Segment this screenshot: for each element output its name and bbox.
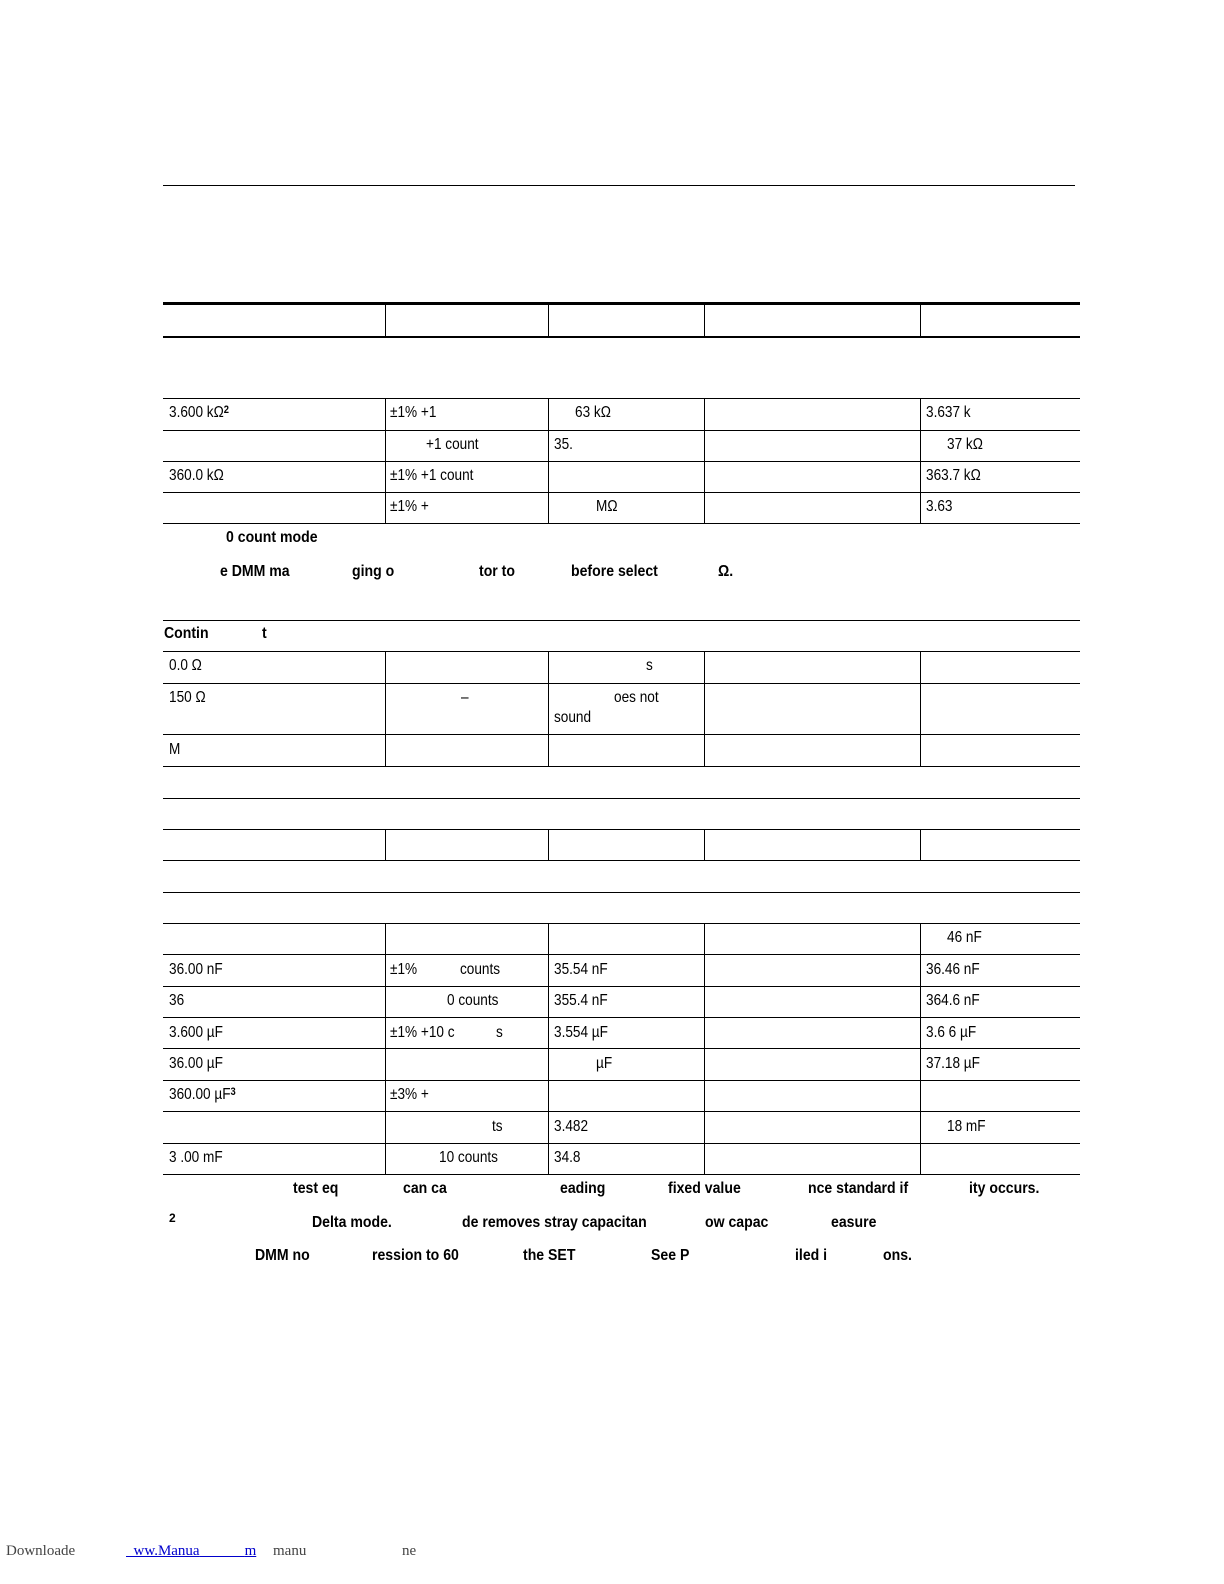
cap-note2-b: de removes stray capacitan (462, 1214, 647, 1231)
row-rule (163, 620, 1080, 621)
res-note-2c: tor to (479, 563, 515, 580)
col-divider (548, 924, 549, 1174)
cap-r2-c5: 36.46 nF (926, 961, 980, 978)
row-rule (163, 892, 1080, 893)
cap-r8-c1: 3 .00 mF (169, 1149, 223, 1166)
cap-note1-f: ity occurs. (969, 1180, 1040, 1197)
row-rule (163, 1174, 1080, 1175)
cont-r1-c1: 0.0 Ω (169, 657, 202, 674)
cap-note3-f: ons. (883, 1247, 912, 1264)
row-rule (163, 734, 1080, 735)
row-rule (163, 1080, 1080, 1081)
col-divider (385, 305, 386, 336)
cap-r4-c1: 3.600 µF (169, 1024, 223, 1041)
col-divider (548, 652, 549, 766)
footer-link[interactable] (126, 1543, 256, 1560)
cont-r2-c2: – (461, 689, 469, 706)
footer-text-ne: ne (402, 1543, 417, 1559)
row-rule (163, 461, 1080, 462)
res-r1-c2: ±1% +1 (390, 404, 437, 421)
cap-note3-c: the SET (523, 1247, 576, 1264)
cap-r5-c1: 36.00 µF (169, 1055, 223, 1072)
cap-r5-c3: µF (596, 1055, 613, 1072)
res-r1-c3: 63 kΩ (575, 404, 611, 421)
res-r2-c2: +1 count (426, 436, 479, 453)
row-rule (163, 430, 1080, 431)
cap-r2-c2b: counts (460, 961, 501, 978)
cap-note3-e: iled i (795, 1247, 828, 1264)
cap-r4-c5: 3.6 6 µF (926, 1024, 977, 1041)
cont-r1-c3: s (646, 657, 653, 674)
footer-link-part-a[interactable]: ww.Manua m (133, 1543, 257, 1559)
res-r3-c1: 360.0 kΩ (169, 467, 224, 484)
row-rule (163, 923, 1080, 924)
res-r4-c5: 3.63 (926, 498, 953, 515)
res-r2-c3: 35. (554, 436, 573, 453)
res-note-2d: before select (571, 563, 658, 580)
col-divider (385, 652, 386, 766)
cap-note1-a: test eq (293, 1180, 339, 1197)
col-divider (548, 399, 549, 523)
cont-r3-c1: M (169, 741, 181, 758)
cap-note3-a: DMM no (255, 1247, 310, 1264)
res-r1-c5: 3.637 k (926, 404, 971, 421)
cap-r1-c5: 46 nF (947, 929, 982, 946)
res-note-2b: ging o (352, 563, 395, 580)
row-rule (163, 1048, 1080, 1049)
col-divider (920, 399, 921, 523)
footer-download-text: Downloade (6, 1543, 76, 1559)
res-r2-c5: 37 kΩ (947, 436, 983, 453)
res-r1-c1: 3.600 $k\Omega^2$ (169, 404, 229, 421)
col-divider (548, 305, 549, 336)
cont-r2-c3: oes not (614, 689, 659, 706)
row-rule (163, 798, 1080, 799)
row-rule (163, 492, 1080, 493)
row-rule (163, 1017, 1080, 1018)
cap-note1-b: can ca (403, 1180, 447, 1197)
row-rule (163, 766, 1080, 767)
cont-r2-c3-line2: sound (554, 709, 592, 726)
cap-r3-c1: 36 (169, 992, 185, 1009)
cap-r3-c3: 355.4 nF (554, 992, 608, 1009)
col-divider (704, 399, 705, 523)
row-rule (163, 1143, 1080, 1144)
row-rule (163, 1111, 1080, 1112)
col-divider (920, 924, 921, 1174)
cont-r2-c1: 150 Ω (169, 689, 206, 706)
row-rule (163, 398, 1080, 399)
continuity-title-b: t (262, 625, 267, 642)
col-divider (704, 652, 705, 766)
cap-r4-c2a: ±1% +10 c (390, 1024, 455, 1041)
cap-r3-c2: 0 counts (447, 992, 499, 1009)
cap-note2-marker: 2 (169, 1211, 176, 1225)
footer-text-manu: manu (273, 1543, 307, 1559)
row-rule (163, 683, 1080, 684)
cap-r6-c1: 360.00 µF$^3$ (169, 1086, 236, 1103)
res-note-2a: e DMM ma (220, 563, 290, 580)
cap-r2-c2a: ±1% (390, 961, 418, 978)
col-divider (548, 830, 549, 860)
res-note-2e: Ω. (718, 563, 734, 580)
row-rule (163, 860, 1080, 861)
cap-note1-e: nce standard if (808, 1180, 909, 1197)
cap-r2-c3: 35.54 nF (554, 961, 608, 978)
header-rule (163, 185, 1075, 186)
col-divider (704, 924, 705, 1174)
cap-r2-c1: 36.00 nF (169, 961, 223, 978)
res-r4-c3: MΩ (596, 498, 618, 515)
col-divider (920, 305, 921, 336)
cap-note3-b: ression to 60 (372, 1247, 459, 1264)
res-note-1: 0 count mode (226, 529, 318, 546)
cap-r4-c3: 3.554 µF (554, 1024, 608, 1041)
cap-r7-c3: 3.482 (554, 1118, 589, 1135)
cap-note1-d: fixed value (668, 1180, 741, 1197)
table-top-rule (163, 302, 1080, 305)
col-divider (385, 924, 386, 1174)
res-r3-c2: ±1% +1 count (390, 467, 474, 484)
col-divider (704, 830, 705, 860)
col-divider (704, 305, 705, 336)
row-rule (163, 954, 1080, 955)
cap-r7-c5: 18 mF (947, 1118, 986, 1135)
table-header-rule (163, 336, 1080, 338)
col-divider (385, 399, 386, 523)
cap-note2-c: ow capac (705, 1214, 769, 1231)
col-divider (920, 830, 921, 860)
cap-r4-c2b: s (496, 1024, 503, 1041)
row-rule (163, 651, 1080, 652)
cap-r6-c2: ±3% + (390, 1086, 429, 1103)
cap-note2-a: Delta mode. (312, 1214, 392, 1231)
col-divider (385, 830, 386, 860)
cap-note1-c: eading (560, 1180, 606, 1197)
continuity-title-a: Contin (164, 625, 209, 642)
cap-r5-c5: 37.18 µF (926, 1055, 980, 1072)
col-divider (920, 652, 921, 766)
row-rule (163, 523, 1080, 524)
row-rule (163, 986, 1080, 987)
cap-note3-d: See P (651, 1247, 690, 1264)
cap-r8-c2: 10 counts (439, 1149, 498, 1166)
cap-note2-d: easure (831, 1214, 877, 1231)
cap-r7-c2: ts (492, 1118, 503, 1135)
res-r3-c5: 363.7 kΩ (926, 467, 981, 484)
res-r4-c2: ±1% + (390, 498, 429, 515)
cap-r8-c3: 34.8 (554, 1149, 581, 1166)
row-rule (163, 829, 1080, 830)
cap-r3-c5: 364.6 nF (926, 992, 980, 1009)
